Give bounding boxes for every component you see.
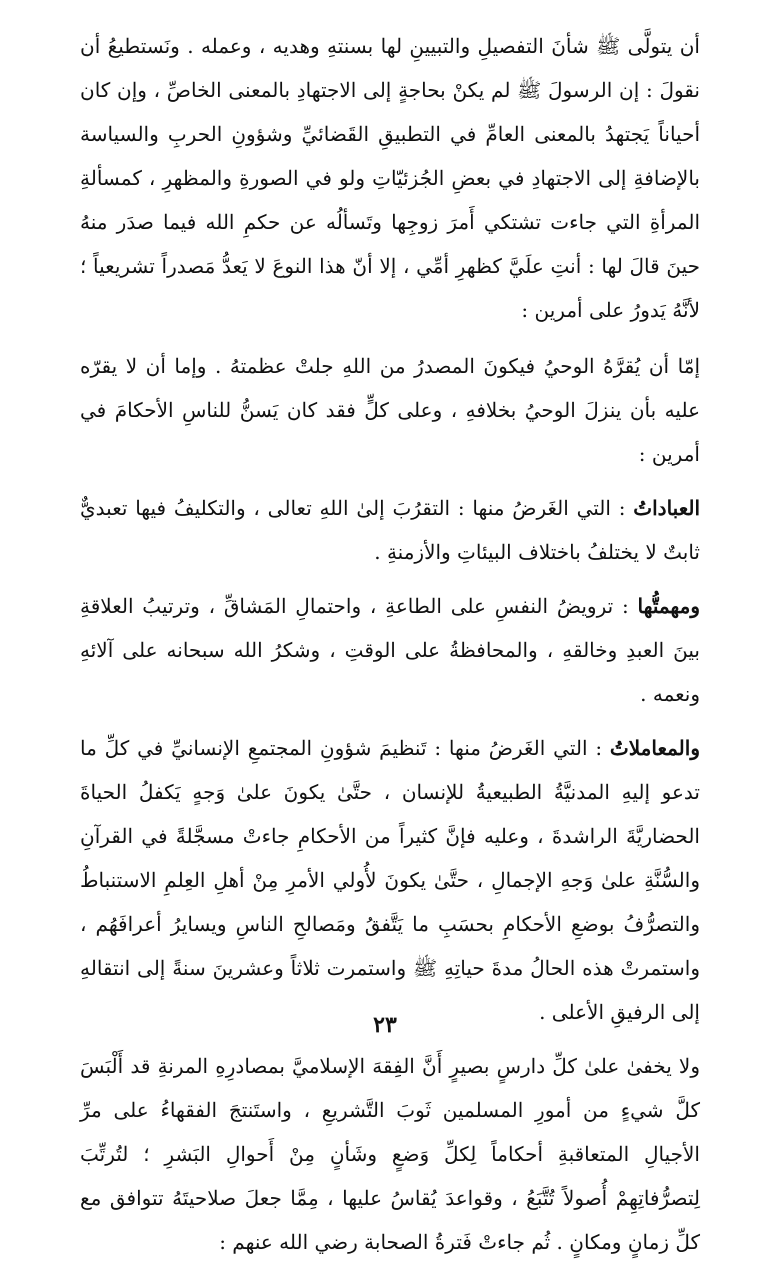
paragraph-prophet-role: أن يتولَّى ﷺ شأنَ التفصيلِ والتبيينِ لها بسنتهِ وهديه ، وعمله . ونَستطيعُ أن نقولَ : إن الرسولَ ﷺ لم يكنْ بحاجةٍ إلى الاجتهادِ بالمعنى الخاصِّ ، وإن كان أحياناً يَجتهدُ بالمعنى العامِّ في التطبيقِ القَضائيِّ وشؤونِ الحربِ والسياسة بالإضافةِ إلى الاجتهادِ في بعضِ الجُزئيّاتِ ولو في الصورةِ والمظهرِ ، كمسألةِ المرأةِ التي جاءت تشتكي أَمرَ زوجِها وتَسألُه عن حكمِ الله فيما صدَر منهُ حينَ قالَ لها : أنتِ علَيَّ كظهرِ أمِّي ، إلا أنّ هذا النوعَ لا يَعدُّ مَصدراً تشريعياً ؛ لأنَّهُ يَدورُ على أمرين : [80, 34, 700, 322]
purpose-text: : ترويضُ النفسِ على الطاعةِ ، واحتمالِ المَشاقِّ ، وترتيبُ العلاقةِ بينَ العبدِ وخالقهِ ، والمحافظةُ على الوقتِ ، وشكرُ الله سبحانه على آلائهِ ونعمه . [80, 594, 700, 706]
paragraph-fiqh: ولا يخفىٰ علىٰ كلِّ دارسٍ بصيرٍ أَنَّ الفِقهَ الإسلاميَّ بمصادرِهِ المرنةِ قد أَلْبَسَ كلَّ شيءٍ من أمورِ المسلمين ثَوبَ التَّشريعِ ، واستَنتجَ الفقهاءُ على مرِّ الأجيالِ المتعاقبةِ أحكاماً لِكلِّ وَضعٍ وشَأنٍ مِنْ أَحوالِ البَشرِ ؛ لتُرتِّبَ لِتصرُّفاتِهِمْ أُصولاً تُتَّبَعُ ، وقواعدَ يُقاسُ عليها ، مِمَّا جعلَ صلاحيتَهُ تتوافق مع كلِّ زمانٍ ومكانٍ . ثُم جاءتْ فَترةُ الصحابة رضي الله عنهم : [80, 1054, 700, 1254]
page-number: ٢٣ [373, 1012, 397, 1038]
worship-text: : التي الغَرضُ منها : التقرُبَ إلىٰ اللهِ تعالى ، والتكليفُ فيها تعبديٌّ ثابتٌ لا يختلفُ باختلاف البيئاتِ والأزمنةِ . [80, 496, 700, 564]
paragraph-transactions [80, 726, 700, 1034]
term-purpose: ومهمتُّها [637, 594, 700, 618]
term-transactions: والمعاملاتُ [609, 736, 700, 760]
paragraph-worship-purpose [80, 584, 700, 716]
paragraph-revelation: إمّا أن يُقرَّهُ الوحيُ فيكونَ المصدرُ من اللهِ جلتْ عظمتهُ . وإما أن لا يقرّه عليه بأن ينزلَ الوحيُ بخلافهِ ، وعلى كلٍّ فقد كان يَسنُّ للناسِ الأحكامَ في أمرين : [80, 354, 700, 466]
term-worship: العباداتُ [633, 496, 700, 520]
transactions-text: : التي الغَرضُ منها : تَنظيمَ شؤونِ المجتمعِ الإنسانيِّ في كلِّ ما تدعو إليهِ المدنيَّةُ الطبيعيةُ للإنسان ، حتَّىٰ يكونَ علىٰ وَجهٍ يَكفلُ الحياةَ الحضاريَّةَ الراشدةَ ، وعليه فإنَّ كثيراً من الأحكامِ جاءتْ مسجَّلةً في القرآنِ والسُّنَّةِ علىٰ وَجهِ الإجمالِ ، حتَّىٰ يكونَ لأُولي الأمرِ مِنْ أهلِ العِلمِ الاستنباطُ والتصرُّفُ بوضعِ الأحكامِ بحسَبِ ما يَتَّفقُ ومَصالحِ الناسِ ويسايرُ أعرافَهُم ، واستمرتْ هذه الحالُ مدةَ حياتِهِ ﷺ واستمرت ثلاثاً وعشرينَ سنةً إلى انتقالهِ إلى الرفيقِ الأعلى . [80, 736, 700, 1024]
paragraph-worship [80, 486, 700, 574]
page-text [80, 24, 700, 1274]
